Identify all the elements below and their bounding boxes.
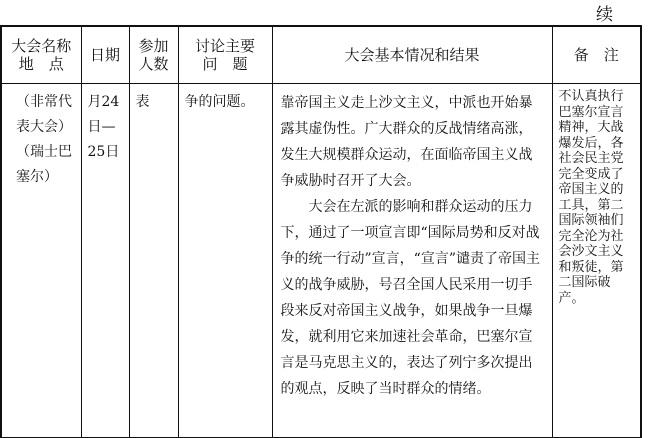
cell-date: 月24日—25日 [81, 84, 129, 438]
header-topics: 讨论主要 问 题 [178, 26, 272, 84]
table-row [1, 84, 641, 438]
cell-location: （非常代表大会）（瑞士巴塞尔） [1, 84, 81, 438]
cell-remarks: 不认真执行巴塞尔宣言精神，大战爆发后，各社会民主党完全变成了帝国主义的工具，第二国际领袖们完全沦为社会沙文主义和叛徒，第二国际破产。 [552, 84, 641, 438]
header-date: 日期 [81, 26, 129, 84]
header-results: 大会基本情况和结果 [272, 26, 552, 84]
header-location: 大会名称 地 点 [1, 26, 81, 84]
congress-table [0, 25, 642, 438]
cell-results [272, 84, 552, 438]
header-attendance: 参加 人数 [129, 26, 178, 84]
results-paragraph-1: 靠帝国主义走上沙文主义，中派也开始暴露其虚伪性。广大群众的反战情绪高涨，发生大规模群众运动，在面临帝国主义战争威胁时召开了大会。 [280, 95, 533, 189]
continued-label: 续 [596, 5, 613, 25]
cell-topics: 争的问题。 [178, 84, 272, 438]
header-remarks: 备 注 [552, 26, 641, 84]
header-row [1, 26, 641, 84]
results-paragraph-2: 大会在左派的影响和群众运动的压力下，通过了一项宣言即“国际局势和反对战争的统一行动”宣言，“宣言”谴责了帝国主义的战争威胁，号召全国人民采用一切手段来反对帝国主义战争，如果战争一旦爆发，就利用它来加速社会革命，巴塞尔宣言是马克思主义的，表达了列宁多次提出的观点，反映了当时群众的情绪。 [280, 199, 540, 397]
cell-attendance: 表 [129, 84, 178, 438]
